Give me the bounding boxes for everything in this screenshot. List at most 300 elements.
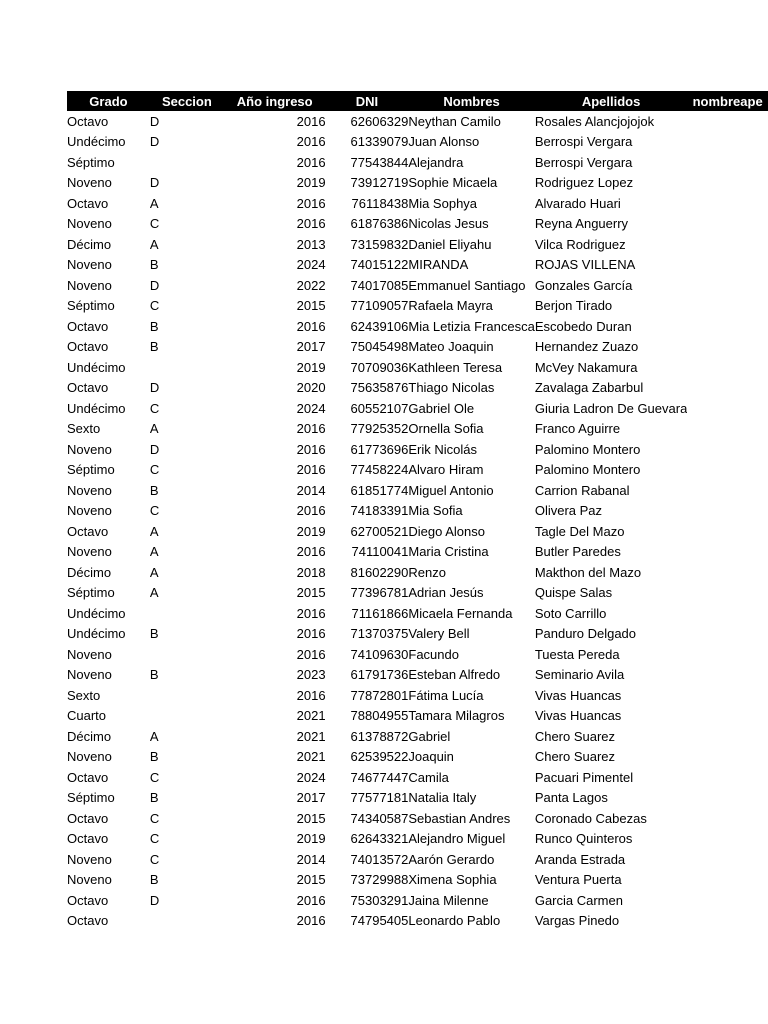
cell-anio-ingreso[interactable]: 2015 bbox=[296, 298, 326, 314]
cell-anio-ingreso[interactable]: 2016 bbox=[296, 441, 326, 457]
cell-apellidos[interactable]: Escobedo Duran bbox=[534, 318, 632, 334]
cell-nombres[interactable]: Esteban Alfredo bbox=[408, 667, 501, 683]
cell-apellidos[interactable]: Vivas Huancas bbox=[534, 708, 622, 724]
cell-anio-ingreso[interactable]: 2016 bbox=[296, 503, 326, 519]
cell-anio-ingreso[interactable]: 2016 bbox=[296, 626, 326, 642]
cell-grado[interactable]: Décimo bbox=[67, 564, 112, 580]
cell-nombres[interactable]: Mia Letizia Francesca bbox=[408, 318, 535, 334]
cell-seccion[interactable]: C bbox=[149, 851, 160, 867]
cell-nombres[interactable]: Mia Sofia bbox=[408, 503, 463, 519]
cell-nombreape[interactable] bbox=[687, 747, 768, 768]
cell-dni[interactable]: 74015122 bbox=[350, 257, 409, 273]
cell-nombreape[interactable] bbox=[687, 419, 768, 440]
cell-anio-ingreso[interactable]: 2022 bbox=[296, 277, 326, 293]
cell-seccion[interactable]: C bbox=[149, 769, 160, 785]
cell-apellidos[interactable]: Franco Aguirre bbox=[534, 421, 621, 437]
cell-seccion[interactable]: B bbox=[149, 626, 159, 642]
cell-apellidos[interactable]: Aranda Estrada bbox=[534, 851, 626, 867]
cell-nombreape[interactable] bbox=[687, 583, 768, 604]
cell-anio-ingreso[interactable]: 2017 bbox=[296, 790, 326, 806]
cell-anio-ingreso[interactable]: 2020 bbox=[296, 380, 326, 396]
cell-dni[interactable]: 74340587 bbox=[350, 810, 409, 826]
cell-anio-ingreso[interactable]: 2014 bbox=[296, 482, 326, 498]
cell-anio-ingreso[interactable]: 2016 bbox=[296, 154, 326, 170]
cell-grado[interactable]: Noveno bbox=[67, 872, 112, 888]
cell-grado[interactable]: Noveno bbox=[67, 216, 112, 232]
cell-dni[interactable]: 61876386 bbox=[350, 216, 409, 232]
cell-nombres[interactable]: Sophie Micaela bbox=[408, 175, 498, 191]
cell-nombreape[interactable] bbox=[687, 460, 768, 481]
cell-nombreape[interactable] bbox=[687, 808, 768, 829]
cell-apellidos[interactable]: ROJAS VILLENA bbox=[534, 257, 636, 273]
cell-nombreape[interactable] bbox=[687, 275, 768, 296]
cell-grado[interactable]: Noveno bbox=[67, 667, 112, 683]
cell-dni[interactable]: 77109057 bbox=[350, 298, 409, 314]
cell-apellidos[interactable]: Pacuari Pimentel bbox=[534, 769, 634, 785]
cell-apellidos[interactable]: Olivera Paz bbox=[534, 503, 603, 519]
cell-apellidos[interactable]: Palomino Montero bbox=[534, 462, 641, 478]
cell-nombres[interactable]: Juan Alonso bbox=[408, 134, 480, 150]
cell-anio-ingreso[interactable]: 2016 bbox=[296, 544, 326, 560]
cell-grado[interactable]: Undécimo bbox=[67, 359, 126, 375]
cell-nombreape[interactable] bbox=[687, 849, 768, 870]
cell-apellidos[interactable]: Rodriguez Lopez bbox=[534, 175, 634, 191]
cell-seccion[interactable]: D bbox=[149, 134, 160, 150]
header-apellidos[interactable]: Apellidos bbox=[535, 91, 687, 111]
cell-dni[interactable]: 74677447 bbox=[350, 769, 409, 785]
cell-dni[interactable]: 61339079 bbox=[350, 134, 409, 150]
cell-nombreape[interactable] bbox=[687, 562, 768, 583]
table-row bbox=[67, 480, 768, 501]
cell-nombreape[interactable] bbox=[687, 706, 768, 727]
cell-nombreape[interactable] bbox=[687, 234, 768, 255]
table-row bbox=[67, 173, 768, 194]
cell-apellidos[interactable]: Hernandez Zuazo bbox=[534, 339, 639, 355]
cell-seccion[interactable] bbox=[150, 603, 224, 624]
cell-nombreape[interactable] bbox=[687, 255, 768, 276]
cell-seccion[interactable] bbox=[150, 706, 224, 727]
cell-apellidos[interactable]: Gonzales García bbox=[534, 277, 633, 293]
cell-dni[interactable]: 77458224 bbox=[350, 462, 409, 478]
header-grado[interactable]: Grado bbox=[67, 91, 150, 111]
header-nombres[interactable]: Nombres bbox=[408, 91, 534, 111]
header-dni[interactable]: DNI bbox=[326, 91, 409, 111]
cell-nombres[interactable]: Alejandro Miguel bbox=[408, 831, 506, 847]
cell-grado[interactable]: Noveno bbox=[67, 441, 112, 457]
cell-anio-ingreso[interactable]: 2021 bbox=[296, 708, 326, 724]
cell-dni[interactable]: 77577181 bbox=[350, 790, 409, 806]
cell-nombreape[interactable] bbox=[687, 870, 768, 891]
cell-anio-ingreso[interactable]: 2016 bbox=[296, 216, 326, 232]
cell-grado[interactable]: Noveno bbox=[67, 544, 112, 560]
cell-nombres[interactable]: Natalia Italy bbox=[408, 790, 477, 806]
cell-anio-ingreso[interactable]: 2015 bbox=[296, 810, 326, 826]
table-row bbox=[67, 767, 768, 788]
cell-nombres[interactable]: Renzo bbox=[408, 564, 446, 580]
cell-apellidos[interactable]: Berrospi Vergara bbox=[534, 154, 633, 170]
cell-seccion[interactable]: C bbox=[149, 831, 160, 847]
cell-nombres[interactable]: Jaina Milenne bbox=[408, 892, 489, 908]
cell-seccion[interactable]: C bbox=[149, 462, 160, 478]
cell-apellidos[interactable]: Tagle Del Mazo bbox=[534, 523, 625, 539]
cell-nombres[interactable]: Daniel Eliyahu bbox=[408, 236, 492, 252]
cell-anio-ingreso[interactable]: 2021 bbox=[296, 728, 326, 744]
cell-apellidos[interactable]: Soto Carrillo bbox=[534, 605, 607, 621]
cell-grado[interactable]: Undécimo bbox=[67, 605, 126, 621]
cell-seccion[interactable] bbox=[150, 911, 224, 932]
cell-seccion[interactable]: A bbox=[149, 564, 159, 580]
cell-apellidos[interactable]: Rosales Alancjojojok bbox=[534, 113, 655, 129]
cell-grado[interactable]: Octavo bbox=[67, 195, 109, 211]
cell-nombreape[interactable] bbox=[687, 501, 768, 522]
cell-dni[interactable]: 78804955 bbox=[350, 708, 409, 724]
cell-apellidos[interactable]: Reyna Anguerry bbox=[534, 216, 629, 232]
cell-nombreape[interactable] bbox=[687, 644, 768, 665]
cell-nombres[interactable]: Camila bbox=[408, 769, 449, 785]
cell-anio-ingreso[interactable]: 2015 bbox=[296, 585, 326, 601]
cell-dni[interactable]: 61773696 bbox=[350, 441, 409, 457]
cell-nombres[interactable]: Joaquin bbox=[408, 749, 454, 765]
cell-grado[interactable]: Undécimo bbox=[67, 134, 126, 150]
cell-apellidos[interactable]: Ventura Puerta bbox=[534, 872, 622, 888]
cell-dni[interactable]: 73729988 bbox=[350, 872, 409, 888]
cell-apellidos[interactable]: Garcia Carmen bbox=[534, 892, 623, 908]
spreadsheet-table bbox=[67, 91, 768, 931]
cell-anio-ingreso[interactable]: 2021 bbox=[296, 749, 326, 765]
cell-nombreape[interactable] bbox=[687, 890, 768, 911]
cell-nombres[interactable]: Aarón Gerardo bbox=[408, 851, 495, 867]
cell-dni[interactable]: 74017085 bbox=[350, 277, 409, 293]
cell-anio-ingreso[interactable]: 2024 bbox=[296, 257, 326, 273]
table-row bbox=[67, 829, 768, 850]
cell-grado[interactable]: Octavo bbox=[67, 523, 109, 539]
cell-dni[interactable]: 74013572 bbox=[350, 851, 409, 867]
cell-nombres[interactable]: Rafaela Mayra bbox=[408, 298, 493, 314]
cell-grado[interactable]: Noveno bbox=[67, 175, 112, 191]
cell-nombreape[interactable] bbox=[687, 665, 768, 686]
cell-nombreape[interactable] bbox=[687, 132, 768, 153]
cell-nombreape[interactable] bbox=[687, 111, 768, 132]
cell-nombres[interactable]: Neythan Camilo bbox=[408, 113, 501, 129]
cell-seccion[interactable] bbox=[150, 685, 224, 706]
cell-seccion[interactable]: C bbox=[149, 810, 160, 826]
cell-seccion[interactable]: D bbox=[149, 277, 160, 293]
cell-nombres[interactable]: Diego Alonso bbox=[408, 523, 485, 539]
cell-grado[interactable]: Séptimo bbox=[67, 790, 115, 806]
cell-apellidos[interactable]: Chero Suarez bbox=[534, 749, 616, 765]
cell-grado[interactable]: Octavo bbox=[67, 831, 109, 847]
cell-anio-ingreso[interactable]: 2019 bbox=[296, 175, 326, 191]
cell-apellidos[interactable]: Alvarado Huari bbox=[534, 195, 621, 211]
cell-apellidos[interactable]: Quispe Salas bbox=[534, 585, 613, 601]
cell-apellidos[interactable]: Berrospi Vergara bbox=[534, 134, 633, 150]
cell-nombreape[interactable] bbox=[687, 378, 768, 399]
cell-nombreape[interactable] bbox=[687, 193, 768, 214]
cell-grado[interactable]: Sexto bbox=[67, 687, 101, 703]
cell-anio-ingreso[interactable]: 2014 bbox=[296, 851, 326, 867]
cell-grado[interactable]: Octavo bbox=[67, 318, 109, 334]
cell-grado[interactable]: Octavo bbox=[67, 339, 109, 355]
cell-grado[interactable]: Octavo bbox=[67, 380, 109, 396]
cell-seccion[interactable]: B bbox=[149, 339, 159, 355]
cell-dni[interactable]: 75635876 bbox=[350, 380, 409, 396]
cell-seccion[interactable] bbox=[150, 152, 224, 173]
cell-apellidos[interactable]: Vargas Pinedo bbox=[534, 913, 620, 929]
cell-grado[interactable]: Noveno bbox=[67, 257, 112, 273]
cell-anio-ingreso[interactable]: 2024 bbox=[296, 400, 326, 416]
cell-anio-ingreso[interactable]: 2016 bbox=[296, 687, 326, 703]
cell-grado[interactable]: Undécimo bbox=[67, 400, 126, 416]
cell-nombreape[interactable] bbox=[687, 357, 768, 378]
cell-dni[interactable]: 77543844 bbox=[350, 154, 409, 170]
cell-nombreape[interactable] bbox=[687, 726, 768, 747]
cell-anio-ingreso[interactable]: 2016 bbox=[296, 462, 326, 478]
cell-grado[interactable]: Noveno bbox=[67, 482, 112, 498]
cell-apellidos[interactable]: Zavalaga Zabarbul bbox=[534, 380, 644, 396]
table-row bbox=[67, 706, 768, 727]
cell-apellidos[interactable]: Palomino Montero bbox=[534, 441, 641, 457]
cell-grado[interactable]: Octavo bbox=[67, 769, 109, 785]
cell-grado[interactable]: Séptimo bbox=[67, 154, 115, 170]
cell-anio-ingreso[interactable]: 2017 bbox=[296, 339, 326, 355]
cell-nombreape[interactable] bbox=[687, 542, 768, 563]
cell-seccion[interactable]: D bbox=[149, 441, 160, 457]
cell-grado[interactable]: Séptimo bbox=[67, 585, 115, 601]
cell-seccion[interactable]: A bbox=[149, 236, 159, 252]
cell-nombreape[interactable] bbox=[687, 337, 768, 358]
cell-nombreape[interactable] bbox=[687, 624, 768, 645]
cell-nombres[interactable]: Kathleen Teresa bbox=[408, 359, 503, 375]
cell-seccion[interactable]: B bbox=[149, 749, 159, 765]
cell-grado[interactable]: Noveno bbox=[67, 749, 112, 765]
cell-nombres[interactable]: Maria Cristina bbox=[408, 544, 489, 560]
cell-grado[interactable]: Noveno bbox=[67, 646, 112, 662]
cell-seccion[interactable]: C bbox=[149, 503, 160, 519]
cell-anio-ingreso[interactable]: 2013 bbox=[296, 236, 326, 252]
cell-nombreape[interactable] bbox=[687, 685, 768, 706]
cell-nombreape[interactable] bbox=[687, 480, 768, 501]
cell-apellidos[interactable]: Butler Paredes bbox=[534, 544, 621, 560]
cell-grado[interactable]: Octavo bbox=[67, 892, 109, 908]
cell-dni[interactable]: 76118438 bbox=[351, 195, 409, 211]
cell-dni[interactable]: 62539522 bbox=[350, 749, 409, 765]
cell-apellidos[interactable]: Berjon Tirado bbox=[534, 298, 613, 314]
cell-nombreape[interactable] bbox=[687, 767, 768, 788]
cell-nombres[interactable]: Gabriel Ole bbox=[408, 400, 475, 416]
cell-dni[interactable]: 61378872 bbox=[350, 728, 409, 744]
cell-seccion[interactable]: B bbox=[149, 872, 159, 888]
cell-nombres[interactable]: Sebastian Andres bbox=[408, 810, 511, 826]
header-anio-ingreso[interactable]: Año ingreso bbox=[224, 91, 326, 111]
cell-anio-ingreso[interactable]: 2016 bbox=[296, 113, 326, 129]
cell-dni[interactable]: 60552107 bbox=[350, 400, 409, 416]
cell-nombres[interactable]: Gabriel bbox=[408, 728, 451, 744]
cell-apellidos[interactable]: Vilca Rodriguez bbox=[534, 236, 626, 252]
cell-grado[interactable]: Noveno bbox=[67, 503, 112, 519]
cell-anio-ingreso[interactable]: 2016 bbox=[296, 605, 326, 621]
cell-seccion[interactable]: D bbox=[149, 380, 160, 396]
table-row bbox=[67, 193, 768, 214]
cell-seccion[interactable]: C bbox=[149, 400, 160, 416]
cell-nombreape[interactable] bbox=[687, 214, 768, 235]
cell-grado[interactable]: Sexto bbox=[67, 421, 101, 437]
cell-dni[interactable]: 70709036 bbox=[350, 359, 409, 375]
cell-nombres[interactable]: Alvaro Hiram bbox=[408, 462, 484, 478]
cell-anio-ingreso[interactable]: 2016 bbox=[296, 646, 326, 662]
cell-grado[interactable]: Décimo bbox=[67, 236, 112, 252]
cell-apellidos[interactable]: Tuesta Pereda bbox=[534, 646, 620, 662]
cell-seccion[interactable] bbox=[150, 644, 224, 665]
cell-apellidos[interactable]: Makthon del Mazo bbox=[534, 564, 642, 580]
cell-apellidos[interactable]: Seminario Avila bbox=[534, 667, 625, 683]
cell-apellidos[interactable]: Coronado Cabezas bbox=[534, 810, 647, 826]
cell-anio-ingreso[interactable]: 2019 bbox=[296, 359, 326, 375]
cell-anio-ingreso[interactable]: 2015 bbox=[296, 872, 326, 888]
cell-dni[interactable]: 81602290 bbox=[350, 564, 409, 580]
cell-seccion[interactable]: A bbox=[149, 421, 159, 437]
table-row bbox=[67, 603, 768, 624]
cell-seccion[interactable] bbox=[150, 357, 224, 378]
cell-grado[interactable]: Décimo bbox=[67, 728, 112, 744]
header-nombreape[interactable]: nombreape bbox=[687, 91, 768, 111]
cell-nombres[interactable]: Nicolas Jesus bbox=[408, 216, 489, 232]
cell-anio-ingreso[interactable]: 2016 bbox=[296, 318, 326, 334]
cell-nombres[interactable]: Fátima Lucía bbox=[408, 687, 484, 703]
cell-grado[interactable]: Octavo bbox=[67, 810, 109, 826]
cell-grado[interactable]: Octavo bbox=[67, 913, 109, 929]
cell-apellidos[interactable]: Carrion Rabanal bbox=[534, 482, 630, 498]
cell-nombres[interactable]: Facundo bbox=[408, 646, 459, 662]
cell-seccion[interactable]: C bbox=[149, 216, 160, 232]
cell-apellidos[interactable]: Chero Suarez bbox=[534, 728, 616, 744]
cell-nombreape[interactable] bbox=[687, 173, 768, 194]
cell-grado[interactable]: Séptimo bbox=[67, 462, 115, 478]
cell-seccion[interactable]: B bbox=[149, 482, 159, 498]
cell-anio-ingreso[interactable]: 2016 bbox=[296, 195, 326, 211]
cell-dni[interactable]: 62700521 bbox=[350, 523, 409, 539]
cell-nombreape[interactable] bbox=[687, 603, 768, 624]
cell-apellidos[interactable]: Panduro Delgado bbox=[534, 626, 637, 642]
cell-dni[interactable]: 74110041 bbox=[351, 544, 409, 560]
cell-anio-ingreso[interactable]: 2016 bbox=[296, 134, 326, 150]
cell-seccion[interactable]: A bbox=[149, 544, 159, 560]
cell-dni[interactable]: 77925352 bbox=[350, 421, 409, 437]
cell-anio-ingreso[interactable]: 2016 bbox=[296, 892, 326, 908]
cell-nombres[interactable]: Alejandra bbox=[408, 154, 464, 170]
cell-nombres[interactable]: Valery Bell bbox=[408, 626, 470, 642]
cell-nombreape[interactable] bbox=[687, 296, 768, 317]
cell-nombreape[interactable] bbox=[687, 398, 768, 419]
cell-dni[interactable]: 62606329 bbox=[350, 113, 409, 129]
cell-dni[interactable]: 74183391 bbox=[350, 503, 409, 519]
cell-anio-ingreso[interactable]: 2019 bbox=[296, 523, 326, 539]
cell-dni[interactable]: 77872801 bbox=[350, 687, 409, 703]
cell-nombres[interactable]: Ornella Sofia bbox=[408, 421, 484, 437]
cell-nombreape[interactable] bbox=[687, 521, 768, 542]
cell-apellidos[interactable]: Vivas Huancas bbox=[534, 687, 622, 703]
header-seccion[interactable]: Seccion bbox=[150, 91, 224, 111]
cell-seccion[interactable]: B bbox=[149, 790, 159, 806]
cell-nombreape[interactable] bbox=[687, 316, 768, 337]
cell-nombres[interactable]: Erik Nicolás bbox=[408, 441, 477, 457]
table-row bbox=[67, 255, 768, 276]
cell-nombreape[interactable] bbox=[687, 911, 768, 932]
cell-nombres[interactable]: Mia Sophya bbox=[408, 195, 478, 211]
cell-nombreape[interactable] bbox=[687, 152, 768, 173]
cell-dni[interactable]: 73159832 bbox=[350, 236, 409, 252]
cell-seccion[interactable]: D bbox=[149, 892, 160, 908]
cell-seccion[interactable]: B bbox=[149, 318, 159, 334]
cell-apellidos[interactable]: Panta Lagos bbox=[534, 790, 608, 806]
cell-nombreape[interactable] bbox=[687, 439, 768, 460]
table-row bbox=[67, 501, 768, 522]
cell-apellidos[interactable]: McVey Nakamura bbox=[534, 359, 638, 375]
cell-nombres[interactable]: Thiago Nicolas bbox=[408, 380, 495, 396]
cell-seccion[interactable]: B bbox=[149, 667, 159, 683]
cell-anio-ingreso[interactable]: 2016 bbox=[296, 913, 326, 929]
cell-grado[interactable]: Séptimo bbox=[67, 298, 115, 314]
cell-anio-ingreso[interactable]: 2024 bbox=[296, 769, 326, 785]
cell-dni[interactable]: 71161866 bbox=[351, 605, 409, 621]
cell-nombres[interactable]: Mateo Joaquin bbox=[408, 339, 494, 355]
table-row bbox=[67, 788, 768, 809]
cell-dni[interactable]: 75303291 bbox=[350, 892, 409, 908]
cell-anio-ingreso[interactable]: 2018 bbox=[296, 564, 326, 580]
table-row bbox=[67, 275, 768, 296]
cell-nombres[interactable]: MIRANDA bbox=[408, 257, 469, 273]
cell-anio-ingreso[interactable]: 2016 bbox=[296, 421, 326, 437]
cell-nombres[interactable]: Tamara Milagros bbox=[408, 708, 505, 724]
cell-nombreape[interactable] bbox=[687, 829, 768, 850]
cell-seccion[interactable]: A bbox=[149, 195, 159, 211]
cell-grado[interactable]: Noveno bbox=[67, 277, 112, 293]
cell-grado[interactable]: Cuarto bbox=[67, 708, 107, 724]
table-row bbox=[67, 644, 768, 665]
cell-seccion[interactable]: A bbox=[149, 523, 159, 539]
cell-dni[interactable]: 61791736 bbox=[350, 667, 409, 683]
cell-seccion[interactable]: A bbox=[149, 728, 159, 744]
cell-grado[interactable]: Noveno bbox=[67, 851, 112, 867]
cell-nombres[interactable]: Miguel Antonio bbox=[408, 482, 494, 498]
cell-seccion[interactable]: C bbox=[149, 298, 160, 314]
cell-dni[interactable]: 73912719 bbox=[350, 175, 409, 191]
cell-dni[interactable]: 77396781 bbox=[350, 585, 409, 601]
cell-anio-ingreso[interactable]: 2019 bbox=[296, 831, 326, 847]
cell-nombres[interactable]: Micaela Fernanda bbox=[408, 605, 513, 621]
cell-seccion[interactable]: D bbox=[149, 175, 160, 191]
cell-dni[interactable]: 71370375 bbox=[350, 626, 409, 642]
cell-dni[interactable]: 61851774 bbox=[350, 482, 409, 498]
cell-anio-ingreso[interactable]: 2023 bbox=[296, 667, 326, 683]
cell-nombres[interactable]: Ximena Sophia bbox=[408, 872, 497, 888]
cell-apellidos[interactable]: Runco Quinteros bbox=[534, 831, 633, 847]
cell-dni[interactable]: 74795405 bbox=[350, 913, 409, 929]
cell-seccion[interactable]: B bbox=[149, 257, 159, 273]
cell-dni[interactable]: 62439106 bbox=[350, 318, 409, 334]
cell-apellidos[interactable]: Giuria Ladron De Guevara bbox=[534, 400, 688, 416]
cell-grado[interactable]: Octavo bbox=[67, 113, 109, 129]
cell-seccion[interactable]: A bbox=[149, 585, 159, 601]
cell-dni[interactable]: 62643321 bbox=[350, 831, 409, 847]
cell-nombres[interactable]: Adrian Jesús bbox=[408, 585, 484, 601]
cell-seccion[interactable]: D bbox=[149, 113, 160, 129]
cell-nombres[interactable]: Emmanuel Santiago bbox=[408, 277, 526, 293]
cell-nombreape[interactable] bbox=[687, 788, 768, 809]
cell-dni[interactable]: 74109630 bbox=[350, 646, 409, 662]
cell-dni[interactable]: 75045498 bbox=[350, 339, 409, 355]
cell-nombres[interactable]: Leonardo Pablo bbox=[408, 913, 501, 929]
cell-grado[interactable]: Undécimo bbox=[67, 626, 126, 642]
